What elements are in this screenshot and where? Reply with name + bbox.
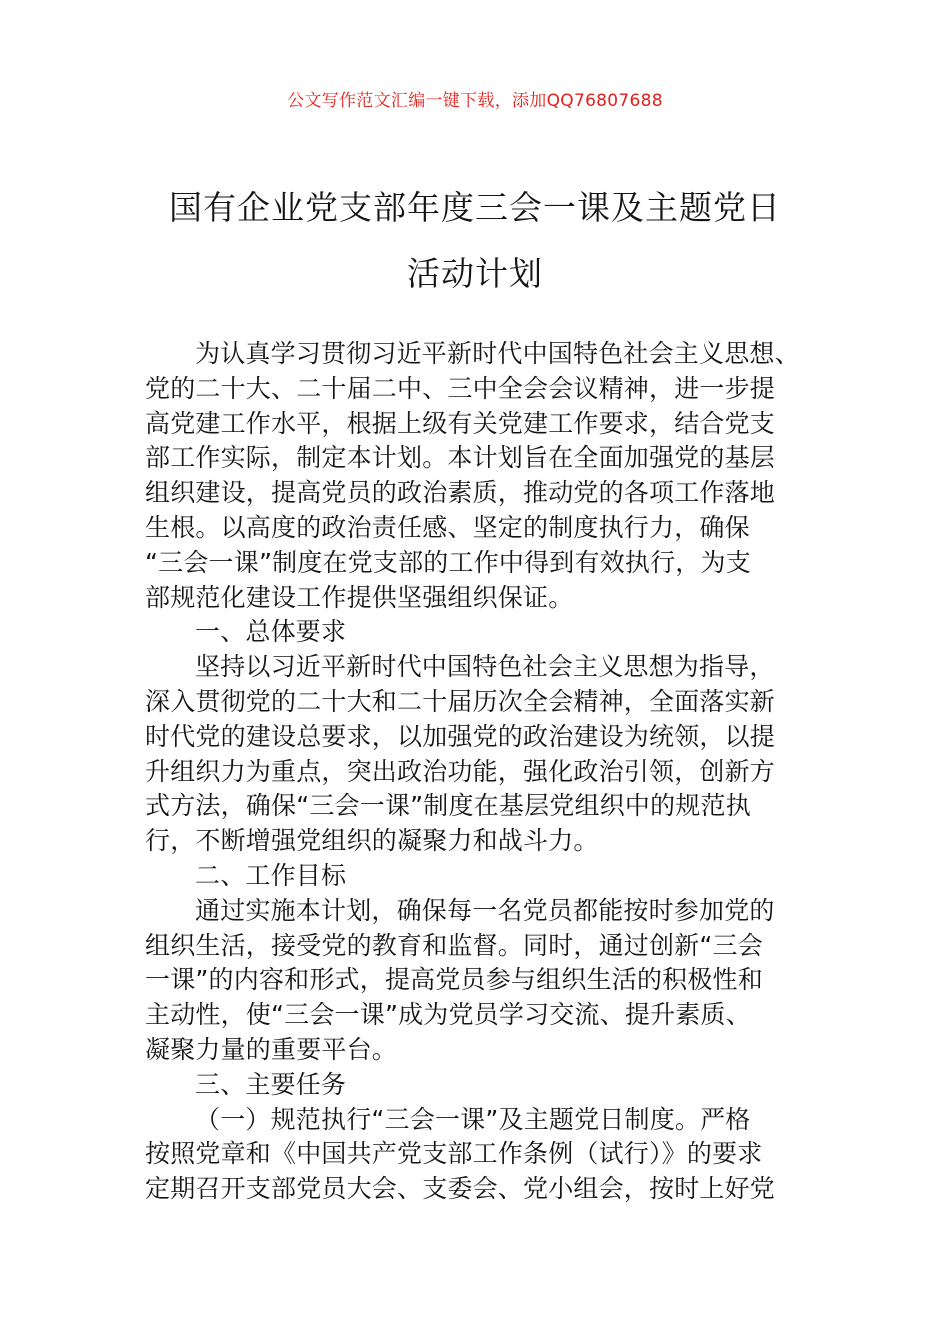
body-line: 坚持以习近平新时代中国特色社会主义思想为指导， — [195, 652, 775, 682]
body-line: 按照党章和《中国共产党支部工作条例（试行）》的要求 — [145, 1139, 763, 1169]
body-line: 时代党的建设总要求，以加强党的政治建设为统领，以提 — [145, 721, 776, 751]
body-line: 组织建设，提高党员的政治素质，推动党的各项工作落地 — [145, 478, 776, 508]
body-line: 升组织力为重点，突出政治功能，强化政治引领，创新方 — [145, 756, 776, 786]
body-line: 通过实施本计划，确保每一名党员都能按时参加党的 — [195, 895, 775, 925]
body-line: 一、总体要求 — [195, 617, 347, 647]
body-line: 为认真学习贯彻习近平新时代中国特色社会主义思想、 — [195, 339, 800, 368]
body-line: 组织生活，接受党的教育和监督。同时，通过创新“三会 — [145, 930, 763, 960]
body-line: 行，不断增强党组织的凝聚力和战斗力。 — [145, 826, 599, 856]
body-line: 部工作实际，制定本计划。本计划旨在全面加强党的基层 — [145, 443, 776, 473]
body-line: 凝聚力量的重要平台。 — [145, 1034, 398, 1064]
body-line: 深入贯彻党的二十大和二十届历次全会精神，全面落实新 — [145, 686, 776, 716]
body-line: 定期召开支部党员大会、支委会、党小组会，按时上好党 — [145, 1174, 776, 1204]
body-line: 主动性，使“三会一课”成为党员学习交流、提升素质、 — [145, 1000, 751, 1030]
document-title-line-1: 国有企业党支部年度三会一课及主题党日 — [169, 188, 781, 227]
body-line: “三会一课”制度在党支部的工作中得到有效执行，为支 — [145, 547, 751, 577]
body-line: 高党建工作水平，根据上级有关党建工作要求，结合党支 — [145, 408, 776, 438]
body-line: 部规范化建设工作提供坚强组织保证。 — [145, 582, 574, 612]
body-line: 生根。以高度的政治责任感、坚定的制度执行力，确保 — [145, 512, 750, 542]
body-line: （一）规范执行“三会一课”及主题党日制度。严格 — [195, 1104, 751, 1134]
body-line: 三、主要任务 — [195, 1069, 347, 1099]
body-line: 党的二十大、二十届二中、三中全会会议精神，进一步提 — [145, 373, 776, 403]
document-body — [145, 337, 813, 1207]
body-line: 一课”的内容和形式，提高党员参与组织生活的积极性和 — [145, 965, 763, 995]
body-line: 二、工作目标 — [195, 860, 347, 890]
document-title-line-2: 活动计划 — [407, 254, 543, 293]
body-line: 式方法，确保“三会一课”制度在基层党组织中的规范执 — [145, 791, 751, 821]
download-banner: 公文写作范文汇编一键下载，添加QQ76807688 — [287, 91, 663, 111]
